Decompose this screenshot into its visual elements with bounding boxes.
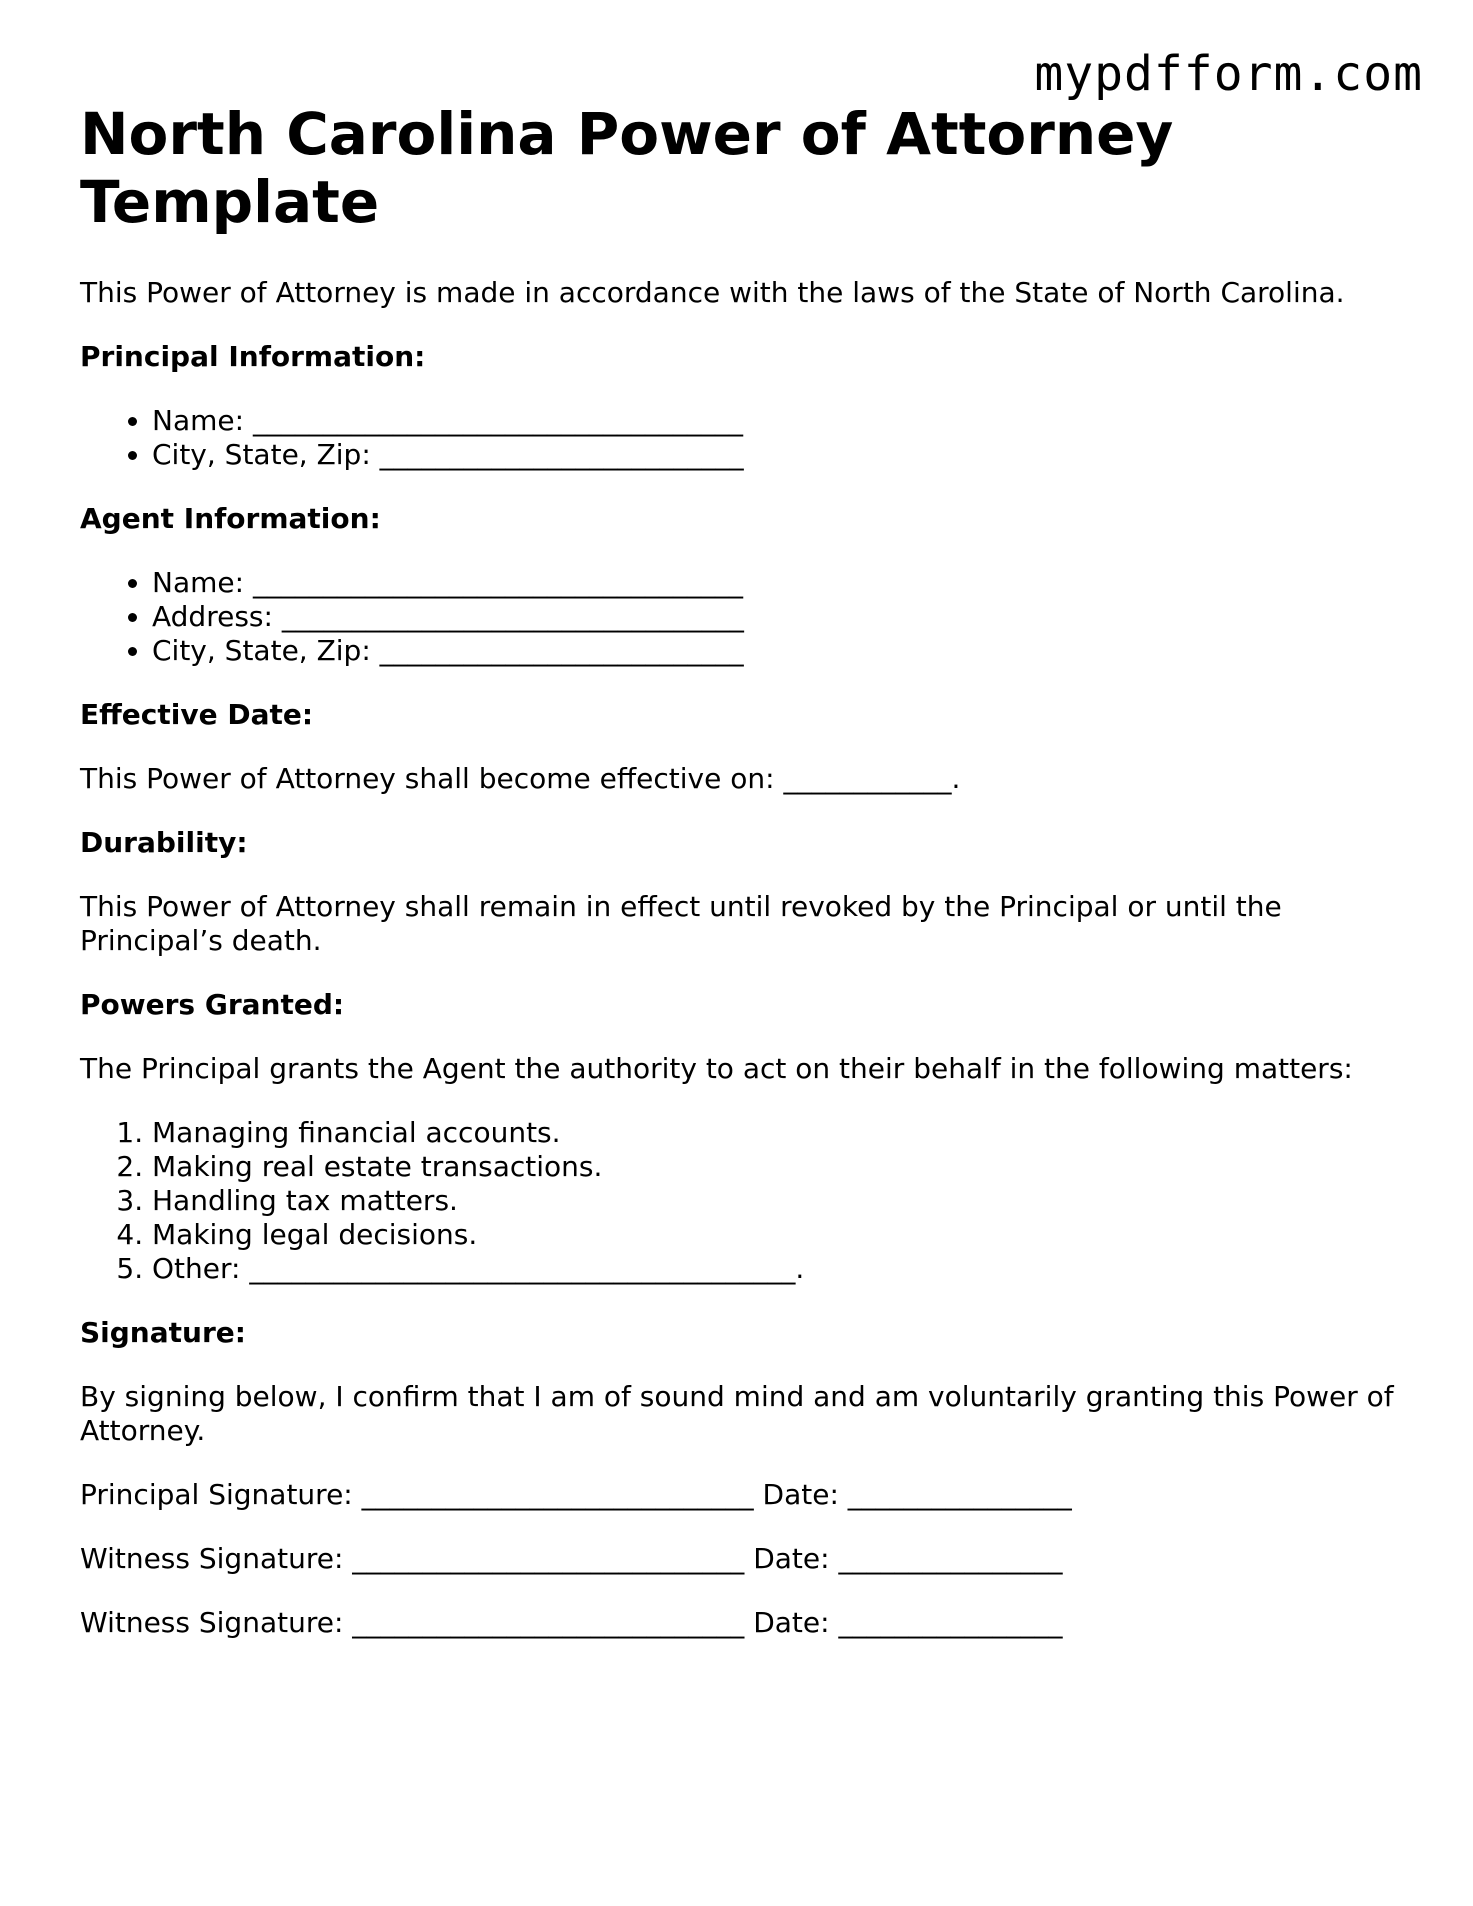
- signature-text: By signing below, I confirm that I am of sound mind and am voluntarily granting this Power of Attorney.: [80, 1380, 1394, 1447]
- agent-list: [80, 566, 1400, 668]
- agent-name-field[interactable]: • Name: ___________________________________: [152, 566, 1400, 600]
- durability-text: This Power of Attorney shall remain in effect until revoked by the Principal or until the Principal’s death.: [80, 890, 1282, 957]
- principal-city-field[interactable]: • City, State, Zip: __________________________: [152, 438, 1400, 472]
- principal-signature-line[interactable]: Principal Signature: ____________________________ Date: ________________: [80, 1478, 1072, 1511]
- effective-date-text[interactable]: This Power of Attorney shall become effective on: ____________.: [80, 762, 961, 795]
- agent-heading: Agent Information:: [80, 502, 381, 535]
- principal-list: [80, 404, 1400, 472]
- power-item-other-field[interactable]: 5. Other: _______________________________________.: [152, 1252, 1400, 1286]
- witness-signature-line[interactable]: Witness Signature: ____________________________ Date: ________________: [80, 1542, 1063, 1575]
- agent-address-field[interactable]: • Address: _________________________________: [152, 600, 1400, 634]
- power-item: 2. Making real estate transactions.: [152, 1150, 1400, 1184]
- principal-name-field[interactable]: • Name: ___________________________________: [152, 404, 1400, 438]
- site-watermark: mypdfform.com: [1034, 46, 1423, 102]
- durability-heading: Durability:: [80, 826, 248, 859]
- signature-heading: Signature:: [80, 1316, 246, 1349]
- document-title: North Carolina Power of Attorney Template: [80, 100, 1174, 236]
- principal-heading: Principal Information:: [80, 340, 426, 373]
- effective-date-heading: Effective Date:: [80, 698, 314, 731]
- power-item: 3. Handling tax matters.: [152, 1184, 1400, 1218]
- power-item: 4. Making legal decisions.: [152, 1218, 1400, 1252]
- intro-text: This Power of Attorney is made in accordance with the laws of the State of North Carolina.: [80, 276, 1345, 309]
- powers-heading: Powers Granted:: [80, 988, 345, 1021]
- document-page: [80, 100, 1400, 1670]
- powers-text: The Principal grants the Agent the authority to act on their behalf in the following matters:: [80, 1052, 1353, 1085]
- witness-signature-line[interactable]: Witness Signature: ____________________________ Date: ________________: [80, 1606, 1063, 1639]
- power-item: 1. Managing financial accounts.: [152, 1116, 1400, 1150]
- agent-city-field[interactable]: • City, State, Zip: __________________________: [152, 634, 1400, 668]
- powers-list: [80, 1116, 1400, 1286]
